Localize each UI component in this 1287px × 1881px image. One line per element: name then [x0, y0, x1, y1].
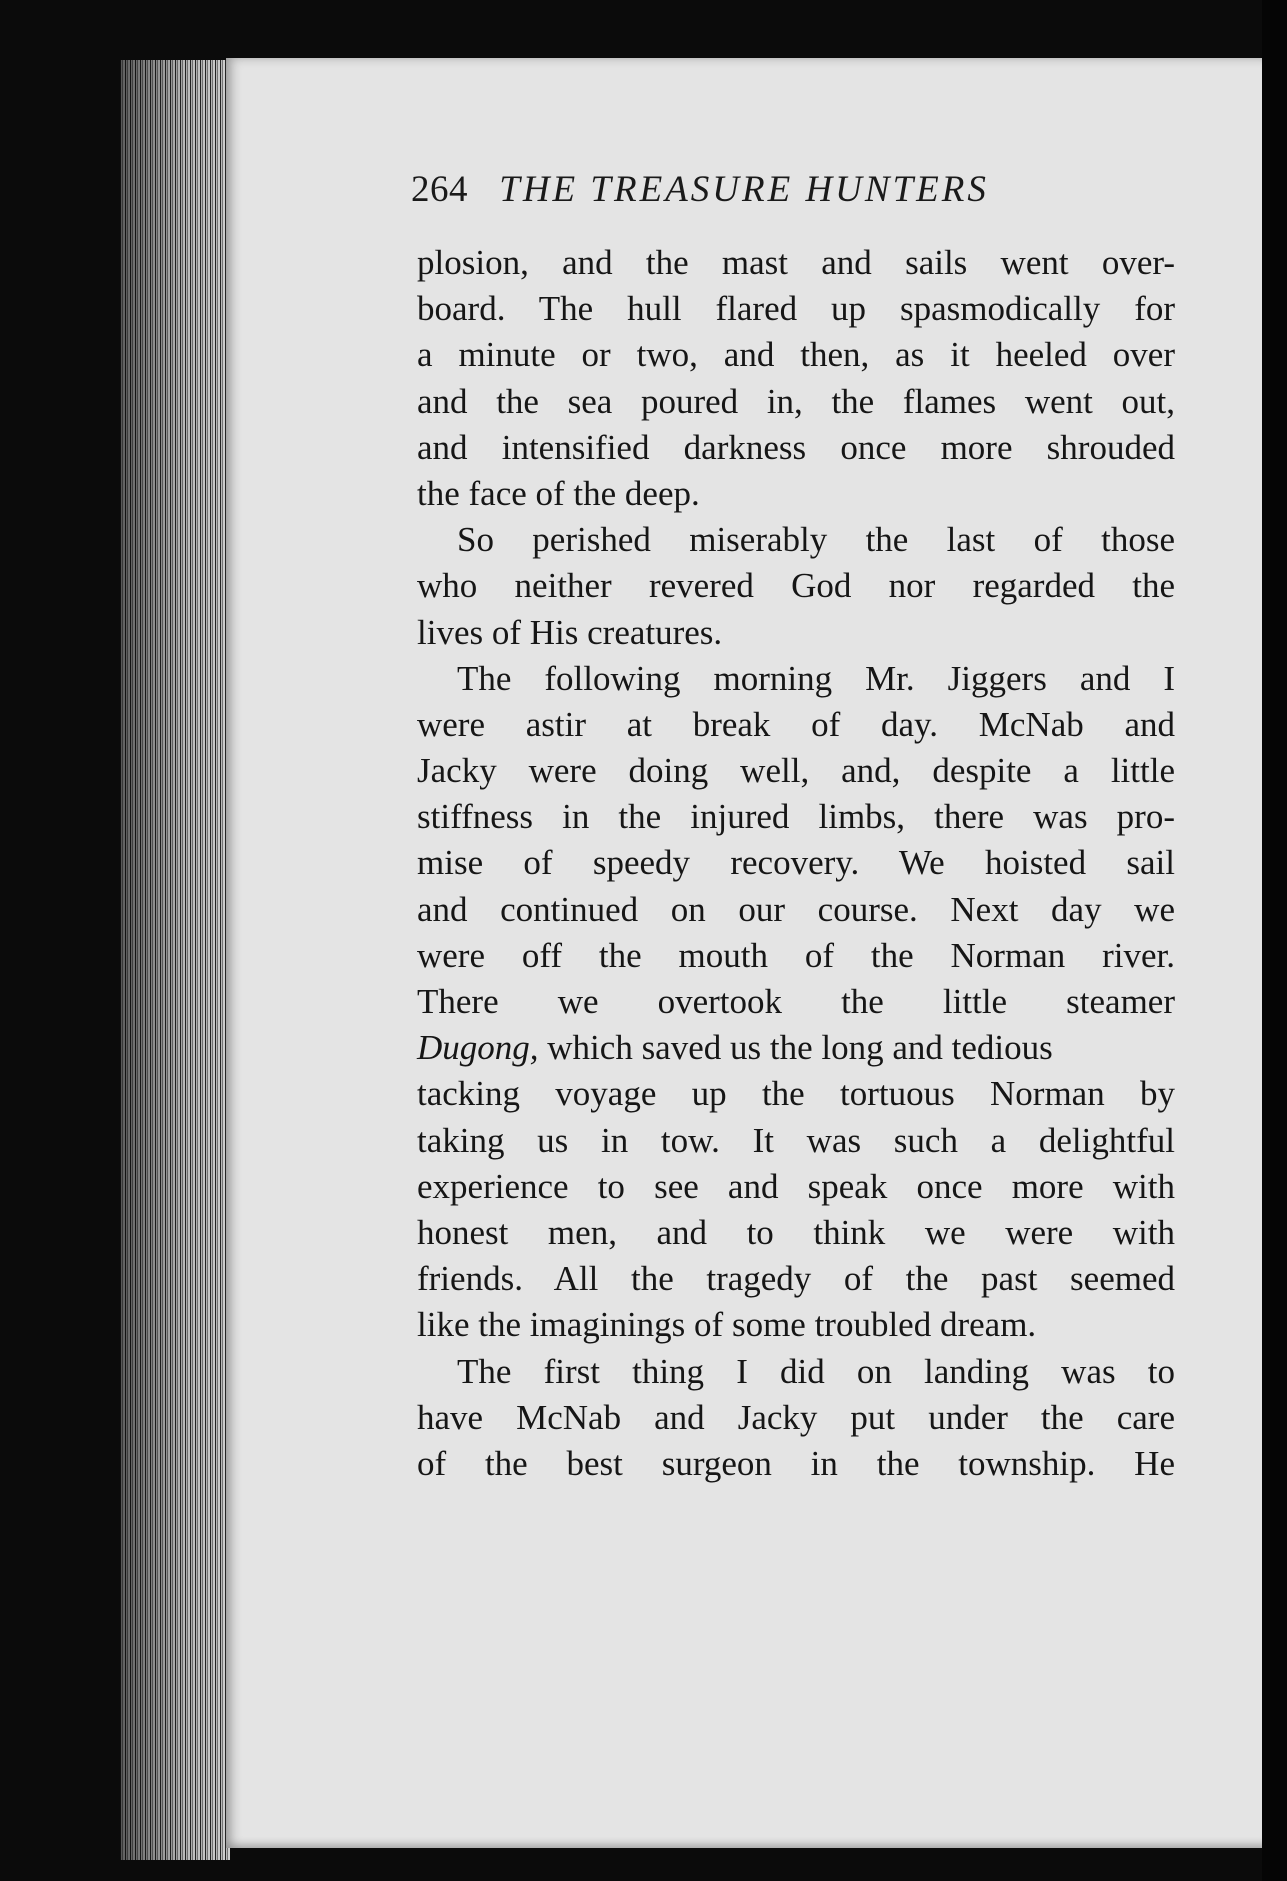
text-line: taking us in tow. It was such a delightful: [417, 1120, 1175, 1160]
text-line: The following morning Mr. Jiggers and I: [457, 658, 1175, 698]
book-title: THE TREASURE HUNTERS: [499, 169, 989, 210]
body-text: [417, 240, 1175, 1487]
text-line: the face of the deep.: [417, 473, 700, 513]
text-line: and the sea poured in, the flames went out,: [417, 381, 1175, 421]
text-line-with-ship-name: [417, 1025, 1175, 1071]
text-line: plosion, and the mast and sails went over-: [417, 243, 1175, 282]
text-line: friends. All the tragedy of the past seemed: [417, 1259, 1175, 1299]
scan-border-right: [1262, 0, 1287, 1881]
text-line: So perished miserably the last of those: [457, 520, 1175, 560]
text-line: and continued on our course. Next day we: [417, 889, 1175, 929]
text-line: were off the mouth of the Norman river.: [417, 935, 1175, 975]
text-line: mise of speedy recovery. We hoisted sail: [417, 843, 1175, 883]
text-line-remainder: which saved us the long and tedious: [538, 1028, 1053, 1068]
text-line: The first thing I did on landing was to: [457, 1351, 1175, 1391]
page-edges-shadow: [120, 60, 230, 1860]
text-line: lives of His creatures.: [417, 612, 723, 652]
text-line: stiffness in the injured limbs, there was pro-: [417, 797, 1175, 837]
text-line: honest men, and to think we were with: [417, 1212, 1175, 1252]
text-line: a minute or two, and then, as it heeled over: [417, 335, 1175, 375]
book-page-edges: [120, 60, 230, 1860]
running-head: [411, 168, 1071, 212]
text-line: like the imaginings of some troubled dream.: [417, 1305, 1037, 1345]
text-line: of the best surgeon in the township. He: [417, 1443, 1175, 1483]
text-line: were astir at break of day. McNab and: [417, 704, 1175, 744]
text-line: There we overtook the little steamer: [417, 982, 1175, 1021]
text-line: have McNab and Jacky put under the care: [417, 1397, 1175, 1437]
text-line: tacking voyage up the tortuous Norman by: [417, 1074, 1175, 1114]
text-line: board. The hull flared up spasmodically for: [417, 289, 1175, 329]
page-number: 264: [411, 169, 468, 210]
text-line: experience to see and speak once more with: [417, 1166, 1175, 1206]
text-line: Jacky were doing well, and, despite a little: [417, 751, 1175, 791]
text-line: who neither revered God nor regarded the: [417, 566, 1175, 606]
ship-name: Dugong,: [417, 1028, 539, 1068]
text-line: and intensified darkness once more shrouded: [417, 427, 1175, 467]
